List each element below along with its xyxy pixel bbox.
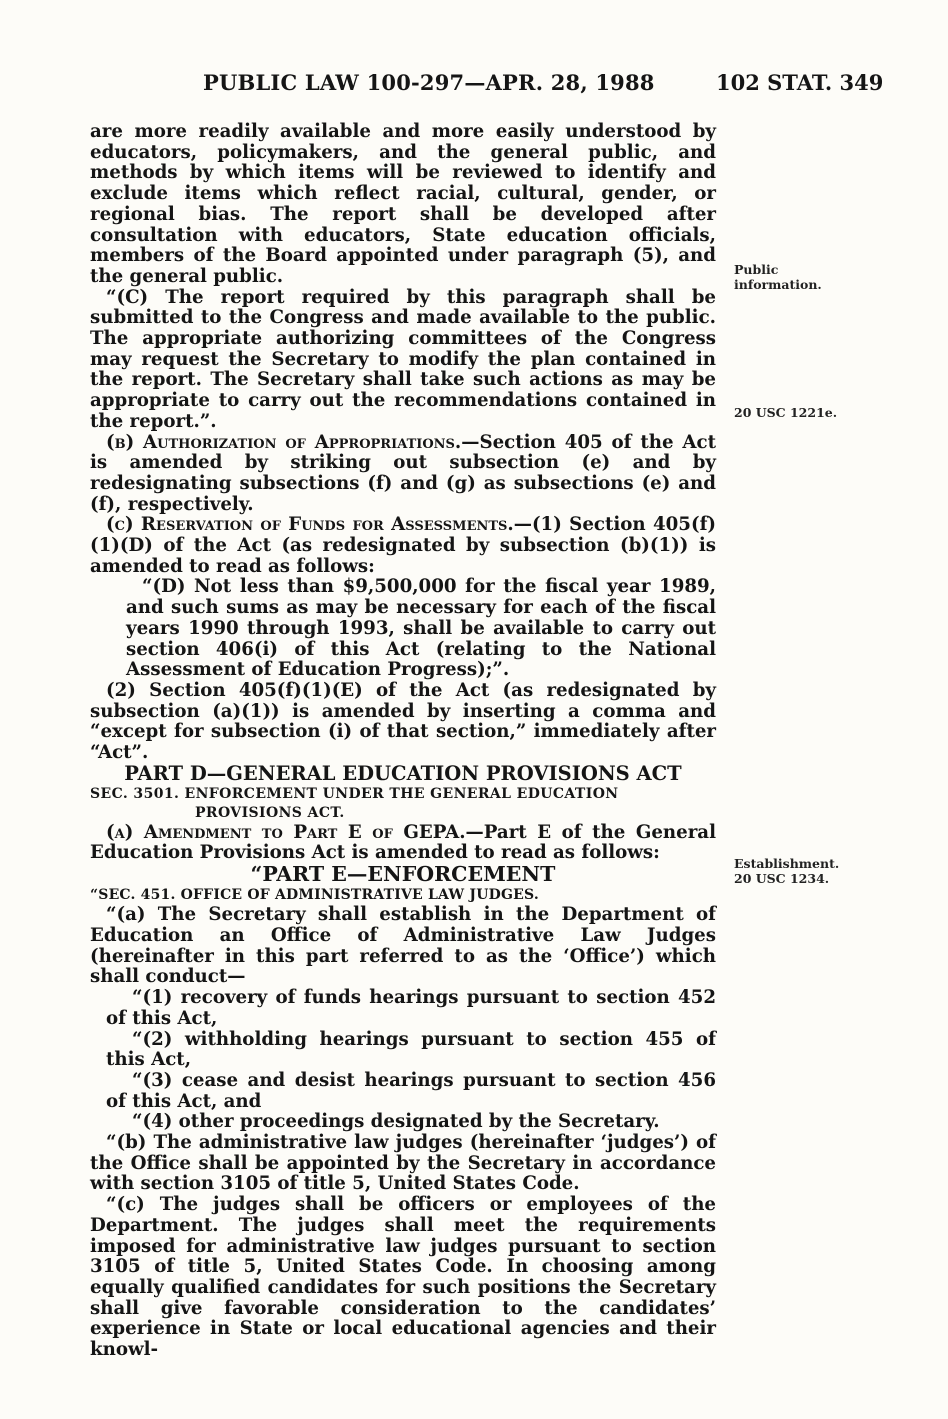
margin-note-line: Establishment. [734,856,840,871]
section-451-heading: “SEC. 451. OFFICE OF ADMINISTRATIVE LAW JUDGES. [90,886,539,903]
paragraph-judges-appointment: “(b) The administrative law judges (hereinafter ‘judges’) of the Office shall be appointed by the Secretary in accordance with section 3105 of title 5, United States Code. [90,1132,716,1195]
paragraph-authorization [90,433,716,516]
paragraph-office-establishment: “(a) The Secretary shall establish in the Department of Education an Office of Administrative Law Judges (hereinafter in this part referred to as the ‘Office’) which shall conduct— [90,904,716,988]
paragraph-text: —Part E of the General Education Provisions Act is amended to read as follows: [90,821,716,864]
page-header-title: PUBLIC LAW 100-297—APR. 28, 1988 [203,70,655,95]
list-item: “(4) other proceedings designated by the Secretary. [132,1111,660,1133]
margin-note-establishment [734,856,839,886]
list-item: “(3) cease and desist hearings pursuant to section 456 of this Act, and [106,1069,716,1112]
section-3501-heading: SEC. 3501. ENFORCEMENT UNDER THE GENERAL EDUCATION PROVISIONS ACT. [90,785,619,821]
paragraph-gepa-amendment [90,823,716,864]
paragraph-report-submission: “(C) The report required by this paragraph shall be submitted to the Congress and made available to the public. The appropriate authorizing committees of the Congress may request the Secretary to modify the plan contained in the report. The Secretary shall take such actions as may be appropriate to carry out the recommendations contained in the report.”. [90,286,716,432]
margin-note-line: Public [734,262,779,277]
paragraph-text: —(1) Section 405(f)(1)(D) of the Act (as redesignated by subsection (b)(1)) is amended to read as follows: [90,514,716,577]
paragraph-text: —Section 405 of the Act is amended by striking out subsection (e) and by redesignating subsections (f) and (g) as subsections (e) and (f), respectively. [90,431,716,515]
paragraph-continuation: are more readily available and more easily understood by educators, policymakers, and the general public, and methods by which items will be reviewed to identify and exclude items which reflect racial, cultural, gender, or regional bias. The report shall be developed after consultation with educators, State education officials, members of the Board appointed under paragraph (5), and the general public. [90,121,716,287]
margin-note-public-information [734,262,822,292]
paragraph-reservation [90,515,716,577]
main-text-column [90,122,716,1361]
list-item: “(1) recovery of funds hearings pursuant to section 452 of this Act, [106,987,716,1029]
margin-note-line: information. [734,277,822,292]
paragraph-judges-requirements: “(c) The judges shall be officers or employees of the Department. The judges shall meet the requirements imposed for administrative law judges pursuant to section 3105 of title 5, United States Code. In choosing among equally qualified candidates for such positions the Secretary shall give favorable consideration to the candidates’ experience in State or local educational agencies and their knowl- [90,1194,716,1361]
subsection-heading: (b) Authorization of Appropriations. [106,431,462,453]
margin-note-line: 20 USC 1234. [734,871,830,886]
paragraph-amendment-2: (2) Section 405(f)(1)(E) of the Act (as redesignated by subsection (a)(1)) is amended by inserting a comma and “except for subsection (i) of that section,” immediately after “Act”. [90,679,716,764]
subsection-heading: (c) Reservation of Funds for Assessments. [106,514,514,536]
part-e-heading: “PART E—ENFORCEMENT [250,861,556,886]
page-header-stat: 102 STAT. 349 [716,70,884,95]
list-item: “(2) withholding hearings pursuant to section 455 of this Act, [106,1028,716,1071]
subsection-heading: (a) Amendment to Part E of GEPA. [106,821,466,843]
margin-note-usc-1221e: 20 USC 1221e. [734,405,838,420]
quoted-amendment: “(D) Not less than $9,500,000 for the fiscal year 1989, and such sums as may be necessary for each of the fiscal years 1990 through 1993, shall be available to carry out section 406(i) of this Act (relating to the National Assessment of Education Progress);”. [126,576,716,681]
part-d-heading: PART D—GENERAL EDUCATION PROVISIONS ACT [124,761,682,785]
